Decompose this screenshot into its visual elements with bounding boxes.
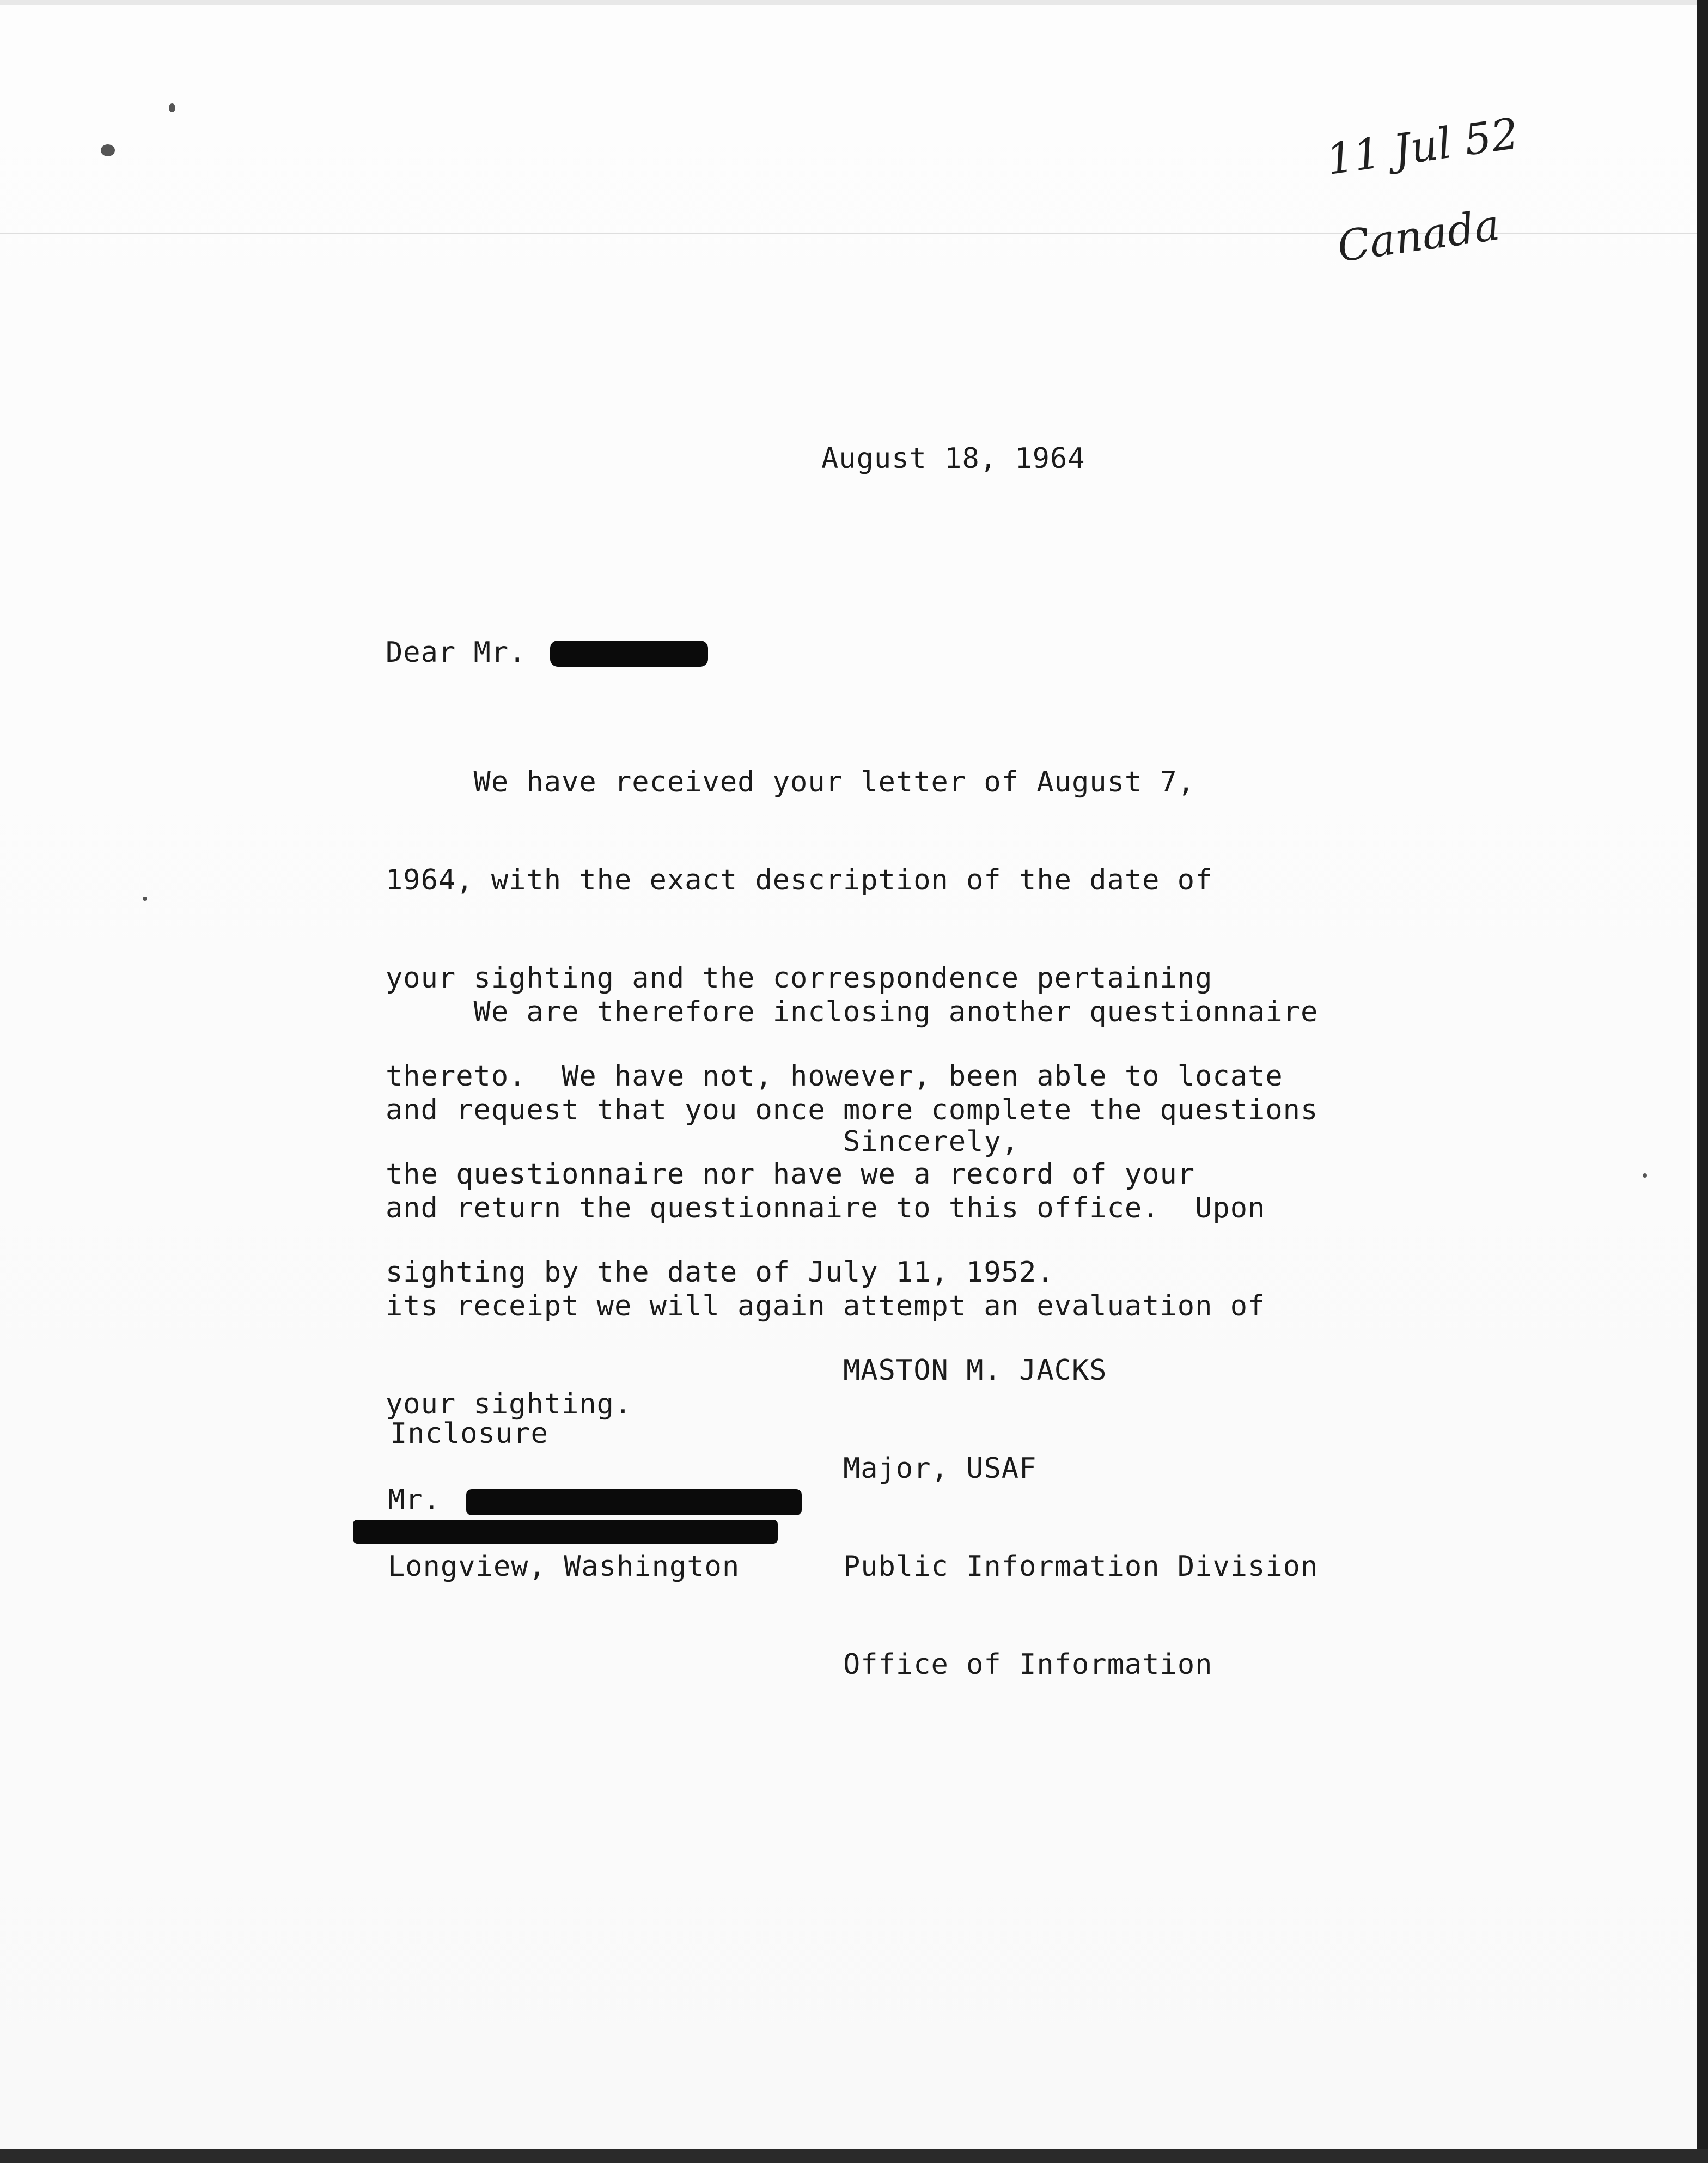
film-edge-bottom (0, 2149, 1708, 2163)
paragraph-line: its receipt we will again attempt an evaluation of (386, 1290, 1266, 1323)
handwritten-location: Canada (1334, 200, 1503, 272)
film-edge-right (1697, 0, 1708, 2163)
signer-division: Public Information Division (843, 1550, 1319, 1583)
speck (101, 144, 115, 156)
paragraph-line: We have received your letter of August 7, (386, 766, 1195, 799)
paragraph-line: thereto. We have not, however, been able to locate (386, 1060, 1283, 1093)
letter-date: August 18, 1964 (821, 442, 1085, 475)
paragraph-line: your sighting. (386, 1388, 632, 1421)
signer-name: MASTON M. JACKS (843, 1354, 1107, 1387)
paragraph-line: 1964, with the exact description of the date of (386, 864, 1213, 897)
redaction-bar (353, 1520, 778, 1544)
signature-block (843, 1289, 1318, 1746)
handwritten-date: 11 Jul 52 (1323, 109, 1522, 185)
closing: Sincerely, (843, 1125, 1020, 1158)
paragraph-line: the questionnaire nor have we a record of your (386, 1158, 1195, 1191)
speck (169, 103, 175, 112)
speck (143, 897, 147, 901)
paragraph-line: sighting by the date of July 11, 1952. (386, 1256, 1054, 1289)
address-salutation: Mr. (388, 1484, 441, 1516)
paragraph-line: and return the questionnaire to this office. Upon (386, 1192, 1266, 1224)
signer-rank: Major, USAF (843, 1452, 1037, 1485)
speck (1643, 1173, 1647, 1178)
enclosure-label: Inclosure (390, 1417, 548, 1450)
salutation: Dear Mr. (386, 636, 527, 669)
redaction-bar (466, 1489, 802, 1515)
film-edge-top (0, 0, 1708, 5)
paragraph-line: your sighting and the correspondence pertaining (386, 962, 1213, 995)
address-city: Longview, Washington (388, 1550, 740, 1583)
paragraph-line: and request that you once more complete the questions (386, 1094, 1319, 1126)
redaction-bar (550, 641, 708, 667)
paragraph-line: We are therefore inclosing another questionnaire (386, 996, 1319, 1028)
signer-office: Office of Information (843, 1648, 1213, 1681)
